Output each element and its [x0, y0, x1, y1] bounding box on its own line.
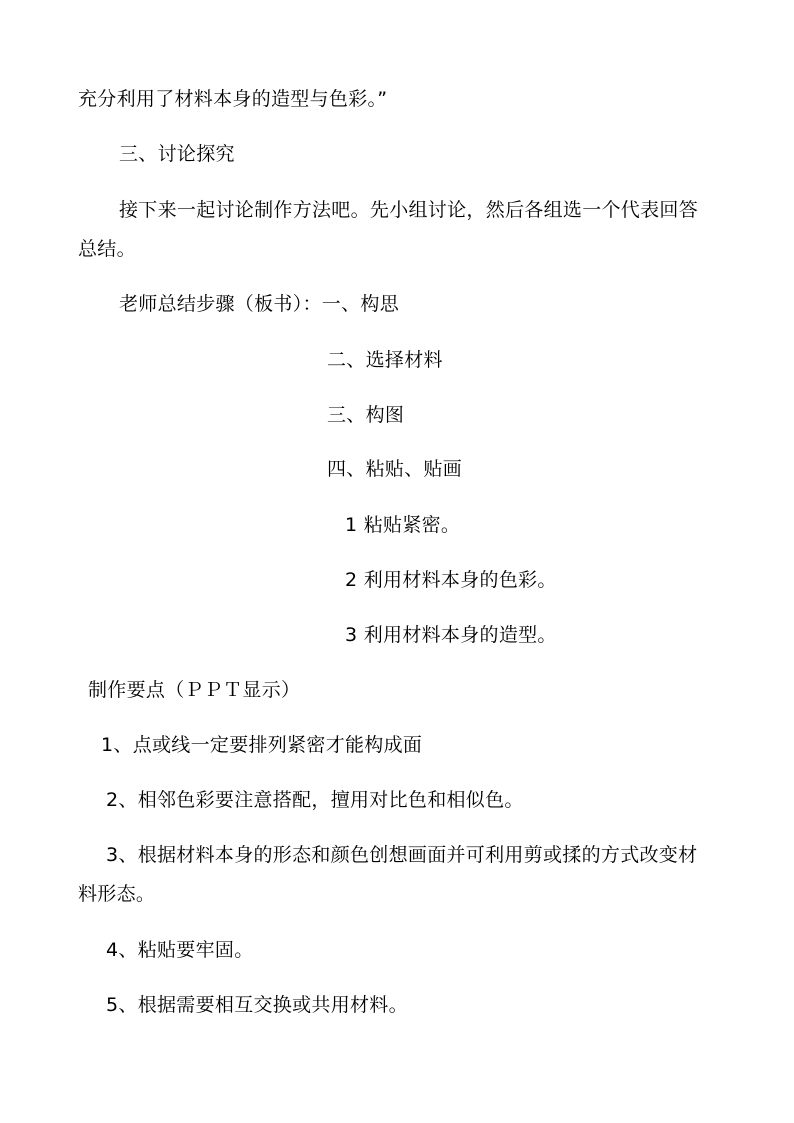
- key-point-item: 5、根据需要相互交换或共用材料。: [106, 994, 408, 1016]
- step-item: 三、构图: [327, 404, 405, 426]
- key-point-item: 2、相邻色彩要注意搭配，擅用对比色和相似色。: [106, 789, 524, 811]
- sub-step-item: 2 利用材料本身的色彩。: [345, 569, 557, 591]
- sub-step-item: 1 粘贴紧密。: [345, 514, 461, 536]
- section-heading: 制作要点（ＰＰＴ显示）: [88, 679, 301, 701]
- step-item: 二、选择材料: [327, 349, 443, 371]
- key-point-item: 1、点或线一定要排列紧密才能构成面: [101, 734, 423, 756]
- section-heading: 三、讨论探究: [119, 143, 235, 165]
- key-point-item: 4、粘贴要牢固。: [106, 939, 254, 961]
- key-point-item: 料形态。: [78, 883, 156, 905]
- paragraph-line: 老师总结步骤（板书）：一、构思: [119, 293, 400, 315]
- paragraph-line: 接下来一起讨论制作方法吧。先小组讨论，然后各组选一个代表回答: [119, 199, 699, 221]
- paragraph-line: 总结。: [78, 238, 136, 260]
- step-item: 四、粘贴、贴画: [327, 458, 463, 480]
- paragraph-line: 充分利用了材料本身的造型与色彩。”: [78, 88, 388, 110]
- sub-step-item: 3 利用材料本身的造型。: [345, 624, 557, 646]
- key-point-item: 3、根据材料本身的形态和颜色创想画面并可利用剪或揉的方式改变材: [106, 844, 698, 866]
